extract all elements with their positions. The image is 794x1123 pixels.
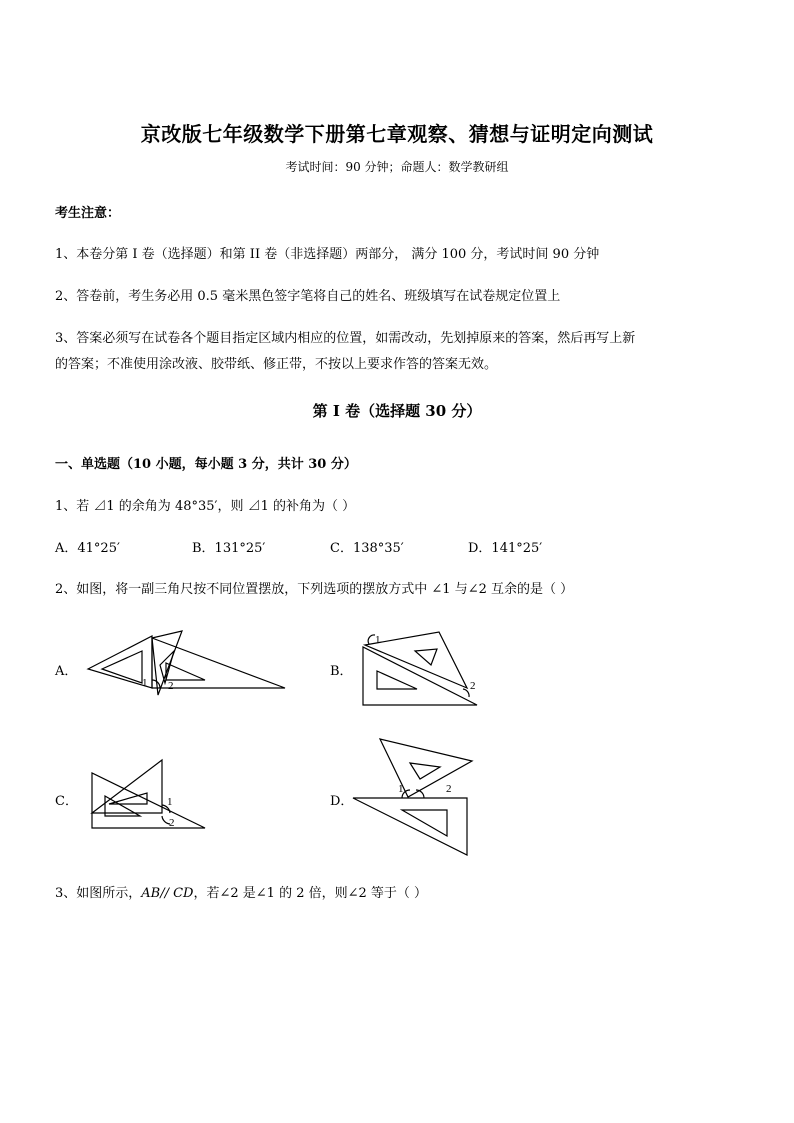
notice-item-3: 3、答案必须写在试卷各个题目指定区域内相应的位置，如需改动，先划掉原来的答案，然后再写上新 xyxy=(55,331,636,346)
q2-figure-a xyxy=(80,625,290,705)
q1-option-b[interactable]: B．131°25′ xyxy=(192,541,266,556)
q3-suffix: ，若∠2 是∠1 的 2 倍，则∠2 等于（ ） xyxy=(193,886,428,901)
q2-c-angle-1: 1 xyxy=(167,796,173,808)
q2-option-d-label[interactable]: D． xyxy=(330,794,354,809)
q2-d-angle-2: 2 xyxy=(446,783,452,795)
section-title: 第 I 卷（选择题 30 分） xyxy=(312,402,482,420)
q2-c-angle-2: 2 xyxy=(169,817,175,829)
notice-item-3-cont: 的答案；不准使用涂改液、胶带纸、修正带，不按以上要求作答的答案无效。 xyxy=(55,357,498,372)
part-heading: 一、单选题（10 小题，每小题 3 分，共计 30 分） xyxy=(55,457,357,472)
q2-option-a-label[interactable]: A． xyxy=(55,664,78,679)
notice-heading: 考生注意： xyxy=(55,206,121,221)
question-1-stem: 1、若 ⊿1 的余角为 48°35′，则 ⊿1 的补角为（ ） xyxy=(55,499,356,514)
notice-item-1: 1、本卷分第 I 卷（选择题）和第 II 卷（非选择题）两部分， 满分 100 分，考试时间 90 分钟 xyxy=(55,247,600,262)
q3-prefix: 3、如图所示， xyxy=(55,886,142,901)
question-2-stem: 2、如图，将一副三角尺按不同位置摆放，下列选项的摆放方式中 ∠1 与∠2 互余的是（ ） xyxy=(55,582,574,597)
q1-option-d[interactable]: D．141°25′ xyxy=(468,541,543,556)
q2-figure-d xyxy=(350,735,475,860)
q2-b-angle-1: 1 xyxy=(375,634,381,646)
q2-figure-c xyxy=(85,758,215,833)
q3-parallel-lines: AB// CD xyxy=(141,886,194,901)
q2-d-angle-1: 1 xyxy=(398,783,404,795)
q2-a-angle-2: 2 xyxy=(168,680,174,692)
q2-b-angle-2: 2 xyxy=(470,680,476,692)
page-title: 京改版七年级数学下册第七章观察、猜想与证明定向测试 xyxy=(140,122,654,146)
q2-figure-b xyxy=(355,625,485,710)
q2-option-b-label[interactable]: B． xyxy=(330,664,353,679)
q2-option-c-label[interactable]: C． xyxy=(55,794,78,809)
q1-option-c[interactable]: C．138°35′ xyxy=(330,541,404,556)
exam-info: 考试时间：90 分钟；命题人：数学教研组 xyxy=(285,160,509,174)
question-3-stem xyxy=(55,882,427,901)
q2-a-angle-1: 1 xyxy=(142,677,148,689)
notice-item-2: 2、答卷前，考生务必用 0.5 毫米黑色签字笔将自己的姓名、班级填写在试卷规定位置上 xyxy=(55,289,561,304)
q1-option-a[interactable]: A．41°25′ xyxy=(55,541,120,556)
